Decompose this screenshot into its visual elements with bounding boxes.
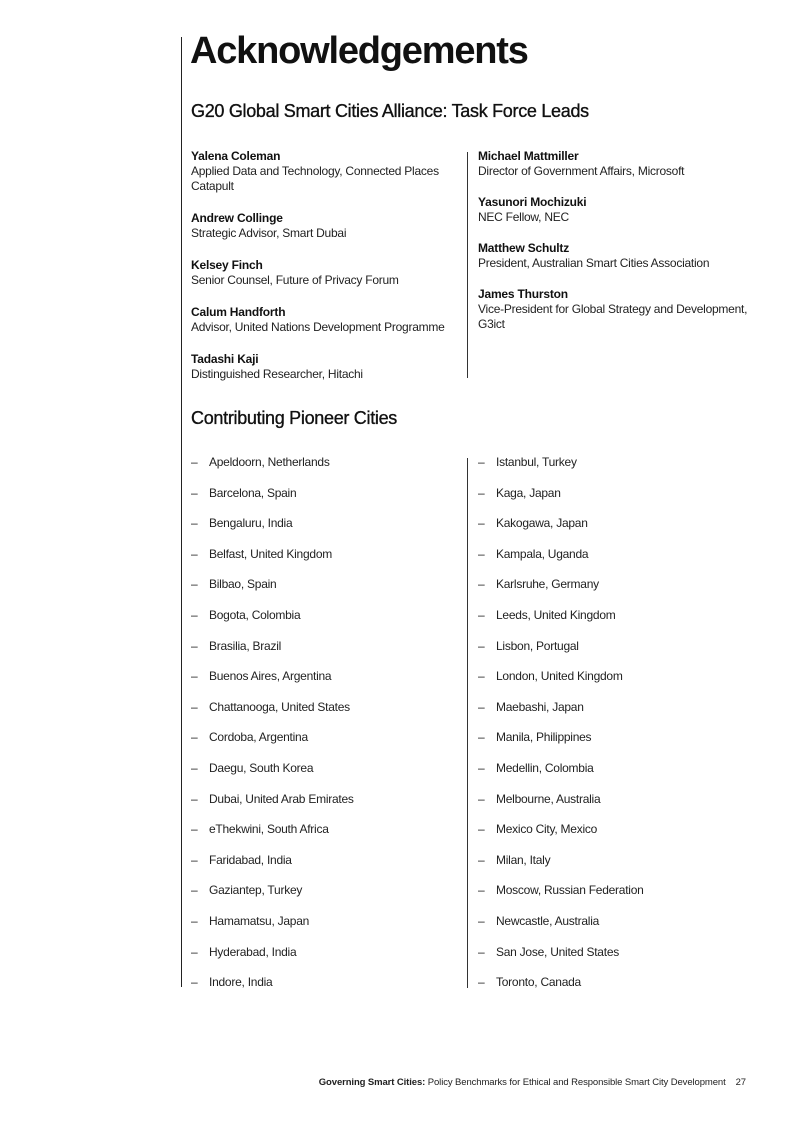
dash-bullet: – <box>191 913 198 928</box>
dash-bullet: – <box>478 516 485 531</box>
city-name: Brasilia, Brazil <box>209 638 282 653</box>
cities-column-divider <box>467 458 468 988</box>
city-name: Daegu, South Korea <box>209 760 314 775</box>
lead-role: Senior Counsel, Future of Privacy Forum <box>191 273 399 287</box>
city-list-item <box>478 821 644 852</box>
dash-bullet: – <box>191 852 198 867</box>
city-name: eThekwini, South Africa <box>209 822 329 837</box>
city-name: Apeldoorn, Netherlands <box>209 455 330 469</box>
city-list-item <box>478 699 644 730</box>
dash-bullet: – <box>478 822 485 837</box>
city-list-item <box>191 882 354 913</box>
city-list-item <box>191 546 354 577</box>
dash-bullet: – <box>191 577 198 592</box>
city-list-item <box>478 454 644 485</box>
city-name: Karlsruhe, Germany <box>496 577 599 592</box>
city-list-item <box>478 546 644 577</box>
city-name: Barcelona, Spain <box>209 485 297 500</box>
dash-bullet: – <box>478 975 485 990</box>
city-list-item <box>191 607 354 638</box>
city-name: Medellin, Colombia <box>496 760 594 775</box>
city-list-item <box>478 729 644 760</box>
city-list-item <box>478 882 644 913</box>
lead-entry <box>191 210 451 241</box>
city-list-item <box>478 760 644 791</box>
lead-entry <box>191 148 451 194</box>
city-list-item <box>478 607 644 638</box>
lead-role: Applied Data and Technology, Connected Places Catapult <box>191 164 439 193</box>
dash-bullet: – <box>478 730 485 745</box>
city-list-item <box>478 974 644 1005</box>
city-name: Hamamatsu, Japan <box>209 913 310 928</box>
city-list-item <box>191 729 354 760</box>
dash-bullet: – <box>191 516 198 531</box>
dash-bullet: – <box>478 577 485 592</box>
city-name: Kampala, Uganda <box>496 546 589 561</box>
lead-role: Strategic Advisor, Smart Dubai <box>191 226 347 240</box>
dash-bullet: – <box>191 455 198 469</box>
city-list-item <box>191 760 354 791</box>
city-list-item <box>191 821 354 852</box>
lead-role: Advisor, United Nations Development Programme <box>191 320 445 334</box>
leads-left-column <box>191 148 451 398</box>
dash-bullet: – <box>478 791 485 806</box>
cities-right-column <box>478 454 644 1005</box>
page-footer <box>319 1076 746 1090</box>
dash-bullet: – <box>191 730 198 745</box>
city-name: Indore, India <box>209 975 273 990</box>
dash-bullet: – <box>478 485 485 500</box>
lead-name: Michael Mattmiller <box>478 149 579 163</box>
city-list-item <box>478 576 644 607</box>
lead-name: James Thurston <box>478 287 568 301</box>
dash-bullet: – <box>478 638 485 653</box>
city-list-item <box>478 668 644 699</box>
city-list-item <box>191 638 354 669</box>
city-name: Faridabad, India <box>209 852 292 867</box>
city-list-item <box>478 791 644 822</box>
city-list-item <box>191 485 354 516</box>
page-number: 27 <box>735 1077 746 1088</box>
footer-report-title: Governing Smart Cities: <box>318 1077 426 1088</box>
lead-role: NEC Fellow, NEC <box>478 210 569 224</box>
lead-entry <box>478 194 748 225</box>
city-name: Leeds, United Kingdom <box>496 607 616 622</box>
city-list-item <box>191 668 354 699</box>
lead-entry <box>478 240 748 271</box>
city-list-item <box>191 515 354 546</box>
dash-bullet: – <box>478 760 485 775</box>
cities-left-column <box>191 454 354 1005</box>
dash-bullet: – <box>191 883 198 898</box>
lead-entry <box>191 351 451 382</box>
dash-bullet: – <box>191 669 198 684</box>
city-name: Cordoba, Argentina <box>209 730 308 745</box>
left-margin-rule <box>181 37 182 987</box>
lead-entry <box>478 148 748 179</box>
dash-bullet: – <box>478 944 485 959</box>
dash-bullet: – <box>478 883 485 898</box>
city-name: Kakogawa, Japan <box>496 516 588 531</box>
city-name: Mexico City, Mexico <box>496 822 598 837</box>
city-list-item <box>478 944 644 975</box>
leads-right-column <box>478 148 748 347</box>
lead-name: Yalena Coleman <box>191 149 281 163</box>
leads-column-divider <box>467 152 468 378</box>
lead-entry <box>191 257 451 288</box>
city-list-item <box>191 791 354 822</box>
city-name: Bogota, Colombia <box>209 607 301 622</box>
dash-bullet: – <box>478 669 485 684</box>
lead-name: Matthew Schultz <box>478 241 570 255</box>
city-name: Melbourne, Australia <box>496 791 601 806</box>
city-name: Belfast, United Kingdom <box>209 546 332 561</box>
lead-role: President, Australian Smart Cities Association <box>478 256 710 270</box>
city-name: Bilbao, Spain <box>209 577 277 592</box>
dash-bullet: – <box>191 607 198 622</box>
city-name: Bengaluru, India <box>209 516 293 531</box>
city-list-item <box>191 974 354 1005</box>
city-list-item <box>191 576 354 607</box>
dash-bullet: – <box>191 760 198 775</box>
city-list-item <box>191 913 354 944</box>
lead-role: Distinguished Researcher, Hitachi <box>191 367 363 381</box>
lead-name: Tadashi Kaji <box>191 352 259 366</box>
city-name: Milan, Italy <box>496 852 551 867</box>
dash-bullet: – <box>478 546 485 561</box>
city-name: Hyderabad, India <box>209 944 297 959</box>
task-force-leads-heading: G20 Global Smart Cities Alliance: Task Force Leads <box>191 101 589 121</box>
city-list-item <box>191 944 354 975</box>
footer-report-subtitle: Policy Benchmarks for Ethical and Responsible Smart City Development <box>425 1077 726 1088</box>
city-name: Maebashi, Japan <box>496 699 584 714</box>
city-name: Kaga, Japan <box>496 485 561 500</box>
lead-entry <box>478 286 748 332</box>
city-name: Buenos Aires, Argentina <box>209 669 332 684</box>
dash-bullet: – <box>191 485 198 500</box>
lead-role: Director of Government Affairs, Microsoft <box>478 164 685 178</box>
dash-bullet: – <box>191 546 198 561</box>
city-name: Moscow, Russian Federation <box>496 883 644 898</box>
city-list-item <box>478 638 644 669</box>
city-name: Lisbon, Portugal <box>496 638 579 653</box>
lead-entry <box>191 304 451 335</box>
city-list-item <box>478 913 644 944</box>
pioneer-cities-heading: Contributing Pioneer Cities <box>191 408 398 428</box>
dash-bullet: – <box>478 699 485 714</box>
city-name: Dubai, United Arab Emirates <box>209 791 354 806</box>
city-name: Gaziantep, Turkey <box>209 883 303 898</box>
city-list-item <box>191 454 354 485</box>
lead-name: Calum Handforth <box>191 305 286 319</box>
dash-bullet: – <box>478 455 485 469</box>
city-list-item <box>478 485 644 516</box>
lead-name: Yasunori Mochizuki <box>478 195 587 209</box>
dash-bullet: – <box>191 638 198 653</box>
lead-role: Vice-President for Global Strategy and Development, G3ict <box>478 302 748 331</box>
city-name: Istanbul, Turkey <box>496 455 577 469</box>
city-name: Chattanooga, United States <box>209 699 350 714</box>
city-name: London, United Kingdom <box>496 669 623 684</box>
dash-bullet: – <box>191 791 198 806</box>
city-name: Manila, Philippines <box>496 730 592 745</box>
city-list-item <box>191 699 354 730</box>
dash-bullet: – <box>191 822 198 837</box>
dash-bullet: – <box>478 852 485 867</box>
dash-bullet: – <box>191 944 198 959</box>
city-list-item <box>478 515 644 546</box>
city-name: San Jose, United States <box>496 944 619 959</box>
dash-bullet: – <box>191 699 198 714</box>
lead-name: Andrew Collinge <box>191 211 283 225</box>
lead-name: Kelsey Finch <box>191 258 263 272</box>
city-list-item <box>478 852 644 883</box>
dash-bullet: – <box>191 975 198 990</box>
city-name: Newcastle, Australia <box>496 913 600 928</box>
dash-bullet: – <box>478 607 485 622</box>
dash-bullet: – <box>478 913 485 928</box>
city-name: Toronto, Canada <box>496 975 581 990</box>
city-list-item <box>191 852 354 883</box>
page-title: Acknowledgements <box>190 30 528 72</box>
